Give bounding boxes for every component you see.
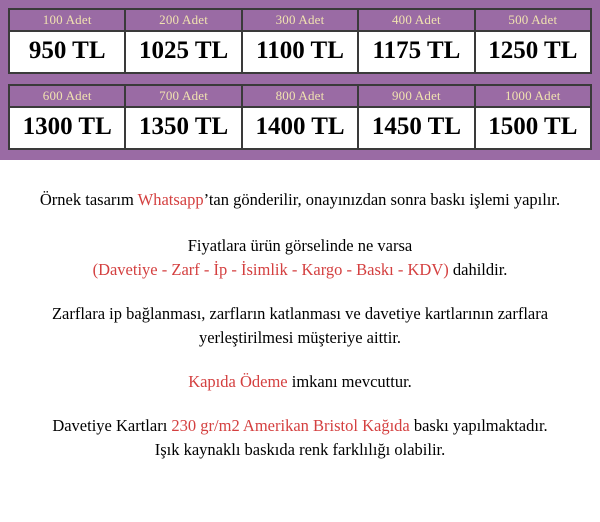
notes-section <box>0 160 600 462</box>
quantity-label: 500 Adet <box>476 10 590 32</box>
price-table-row <box>8 8 592 74</box>
note-payment <box>12 370 588 394</box>
note-text: dahildir. <box>448 260 508 279</box>
price-cell <box>126 10 242 72</box>
note-text: ’tan gönderilir, onayınızdan sonra baskı işlemi yapılır. <box>203 190 561 209</box>
price-cell <box>359 86 475 148</box>
price-value: 1300 TL <box>22 113 112 140</box>
price-value: 1500 TL <box>488 113 578 140</box>
quantity-label: 800 Adet <box>243 86 357 108</box>
price-value: 1175 TL <box>372 37 461 64</box>
price-table <box>0 0 600 160</box>
quantity-label: 700 Adet <box>126 86 240 108</box>
quantity-label: 1000 Adet <box>476 86 590 108</box>
quantity-label: 200 Adet <box>126 10 240 32</box>
price-cell <box>359 10 475 72</box>
price-cell <box>476 86 590 148</box>
note-text: Zarflara ip bağlanması, zarfların katlanması ve davetiye kartlarının zarflara <box>51 304 549 323</box>
note-highlight: (Davetiye - Zarf - İp - İsimlik - Kargo - Baskı - KDV) <box>92 260 449 279</box>
price-cell <box>243 10 359 72</box>
note-text: Fiyatlara ürün görselinde ne varsa <box>187 236 413 255</box>
quantity-label: 600 Adet <box>10 86 124 108</box>
note-highlight: 230 gr/m2 Amerikan Bristol Kağıda <box>171 416 410 435</box>
note-text: baskı yapılmaktadır. <box>409 416 548 435</box>
note-highlight: Kapıda Ödeme <box>188 372 288 391</box>
note-paper <box>12 414 588 462</box>
price-value: 1450 TL <box>371 113 461 140</box>
note-assembly <box>12 302 588 350</box>
quantity-label: 400 Adet <box>359 10 473 32</box>
price-value: 950 TL <box>28 37 106 64</box>
price-cell <box>476 10 590 72</box>
price-value: 1250 TL <box>488 37 578 64</box>
quantity-label: 100 Adet <box>10 10 124 32</box>
price-cell <box>10 10 126 72</box>
note-highlight: Whatsapp <box>137 190 204 209</box>
note-text: Örnek tasarım <box>39 190 138 209</box>
price-value: 1400 TL <box>255 113 345 140</box>
price-cell <box>243 86 359 148</box>
note-included <box>12 234 588 282</box>
quantity-label: 300 Adet <box>243 10 357 32</box>
price-value: 1100 TL <box>256 37 344 64</box>
note-text: Işık kaynaklı baskıda renk farklılığı olabilir. <box>154 440 446 459</box>
note-whatsapp <box>12 188 588 212</box>
note-text: yerleştirilmesi müşteriye aittir. <box>198 328 402 347</box>
price-cell <box>126 86 242 148</box>
price-value: 1025 TL <box>139 37 229 64</box>
note-text: Davetiye Kartları <box>52 416 172 435</box>
quantity-label: 900 Adet <box>359 86 473 108</box>
price-value: 1350 TL <box>139 113 229 140</box>
price-table-row <box>8 84 592 150</box>
price-cell <box>10 86 126 148</box>
note-text: imkanı mevcuttur. <box>287 372 412 391</box>
